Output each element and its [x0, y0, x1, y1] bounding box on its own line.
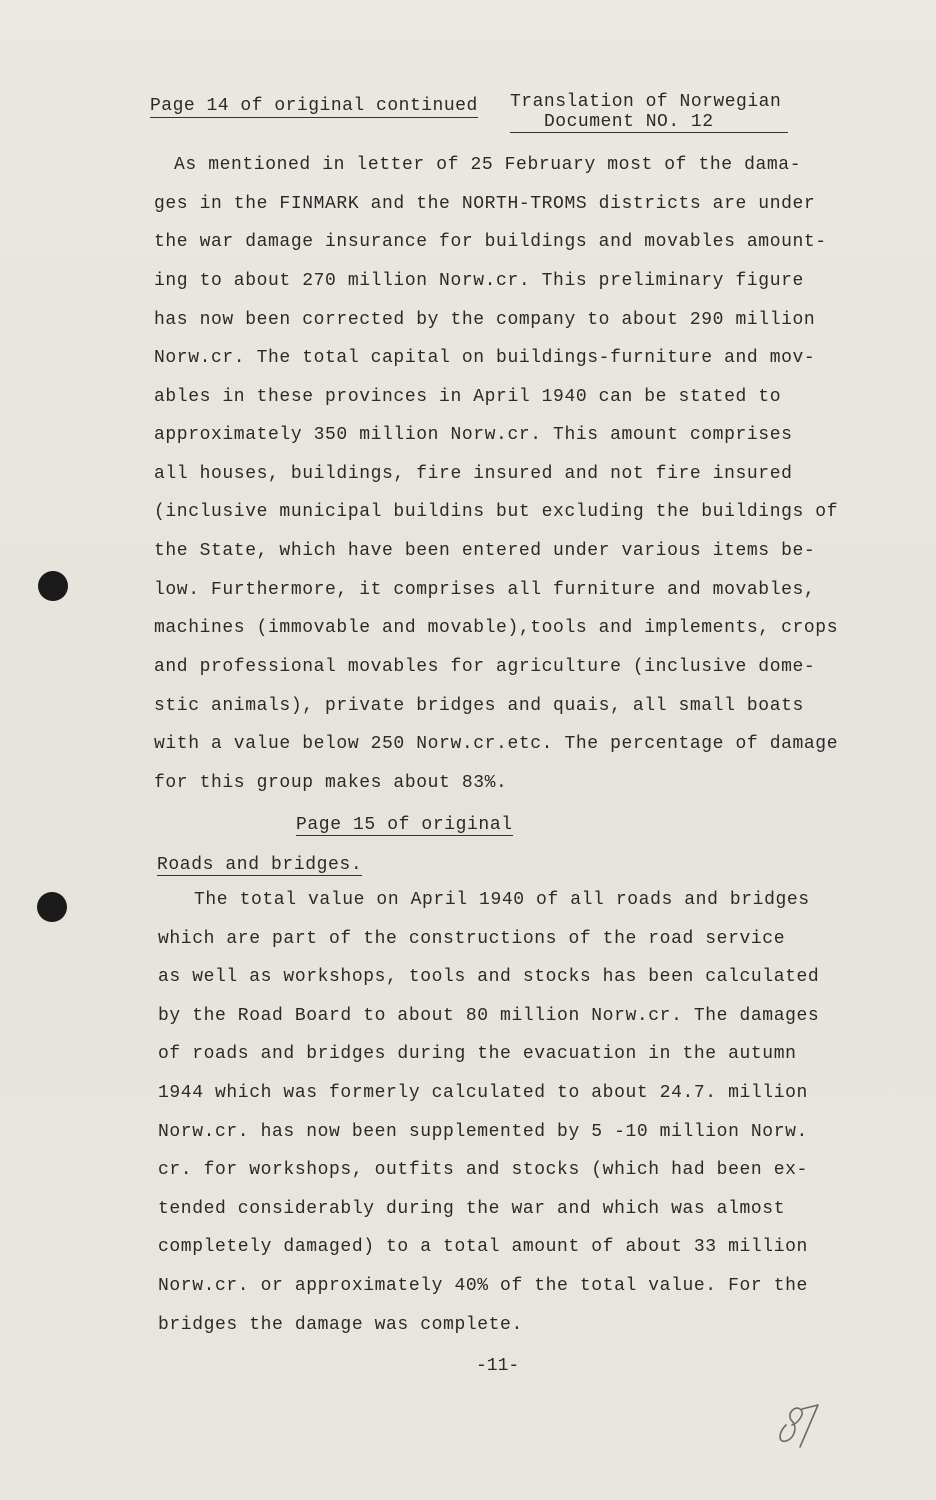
- paragraph-line: the State, which have been entered under various items be-: [154, 541, 816, 561]
- punch-hole-top: [38, 571, 68, 601]
- header-translation-line: Translation of Norwegian: [510, 92, 782, 112]
- paragraph-line: approximately 350 million Norw.cr. This amount comprises: [154, 425, 793, 445]
- paragraph-line: tended considerably during the war and which was almost: [158, 1199, 786, 1219]
- paragraph-line: Norw.cr. The total capital on buildings-furniture and mov-: [154, 348, 816, 368]
- paragraph-line: by the Road Board to about 80 million Norw.cr. The damages: [158, 1006, 820, 1026]
- paragraph-line: Norw.cr. or approximately 40% of the total value. For the: [158, 1276, 808, 1296]
- handwritten-page-mark: [772, 1395, 832, 1460]
- paragraph-line: As mentioned in letter of 25 February most of the dama-: [174, 155, 802, 175]
- page-15-heading: Page 15 of original: [296, 815, 513, 835]
- paragraph-line: the war damage insurance for buildings and movables amount-: [154, 232, 827, 252]
- paragraph-line: ges in the FINMARK and the NORTH-TROMS districts are under: [154, 194, 816, 214]
- paragraph-line: ing to about 270 million Norw.cr. This preliminary figure: [154, 271, 804, 291]
- paragraph-line: with a value below 250 Norw.cr.etc. The percentage of damage: [154, 734, 839, 754]
- paragraph-line: machines (immovable and movable),tools and implements, crops: [154, 618, 839, 638]
- header-translation-note: [510, 92, 788, 133]
- paragraph-line: Norw.cr. has now been supplemented by 5 -10 million Norw.: [158, 1122, 808, 1142]
- paragraph-line: ables in these provinces in April 1940 can be stated to: [154, 387, 782, 407]
- paragraph-line: stic animals), private bridges and quais, all small boats: [154, 696, 804, 716]
- punch-hole-bottom: [37, 892, 67, 922]
- paragraph-line: as well as workshops, tools and stocks has been calculated: [158, 967, 820, 987]
- paragraph-line: bridges the damage was complete.: [158, 1315, 523, 1335]
- paragraph-line: which are part of the constructions of the road service: [158, 929, 786, 949]
- handwritten-mark-icon: [772, 1395, 832, 1455]
- header-document-number: Document NO. 12: [510, 112, 788, 133]
- paragraph-line: has now been corrected by the company to about 290 million: [154, 310, 816, 330]
- paragraph-line: of roads and bridges during the evacuation in the autumn: [158, 1044, 797, 1064]
- paragraph-line: and professional movables for agriculture (inclusive dome-: [154, 657, 816, 677]
- paragraph-line: for this group makes about 83%.: [154, 773, 508, 793]
- paragraph-line: (inclusive municipal buildins but excluding the buildings of: [154, 502, 839, 522]
- header-page-reference: Page 14 of original continued: [150, 96, 478, 116]
- paragraph-line: completely damaged) to a total amount of about 33 million: [158, 1237, 808, 1257]
- paragraph-line: 1944 which was formerly calculated to about 24.7. million: [158, 1083, 808, 1103]
- paragraph-line: low. Furthermore, it comprises all furniture and movables,: [154, 580, 816, 600]
- page-number: -11-: [476, 1356, 520, 1376]
- roads-bridges-heading: Roads and bridges.: [157, 855, 363, 875]
- paragraph-line: The total value on April 1940 of all roads and bridges: [194, 890, 810, 910]
- paragraph-line: cr. for workshops, outfits and stocks (which had been ex-: [158, 1160, 808, 1180]
- paragraph-line: all houses, buildings, fire insured and not fire insured: [154, 464, 793, 484]
